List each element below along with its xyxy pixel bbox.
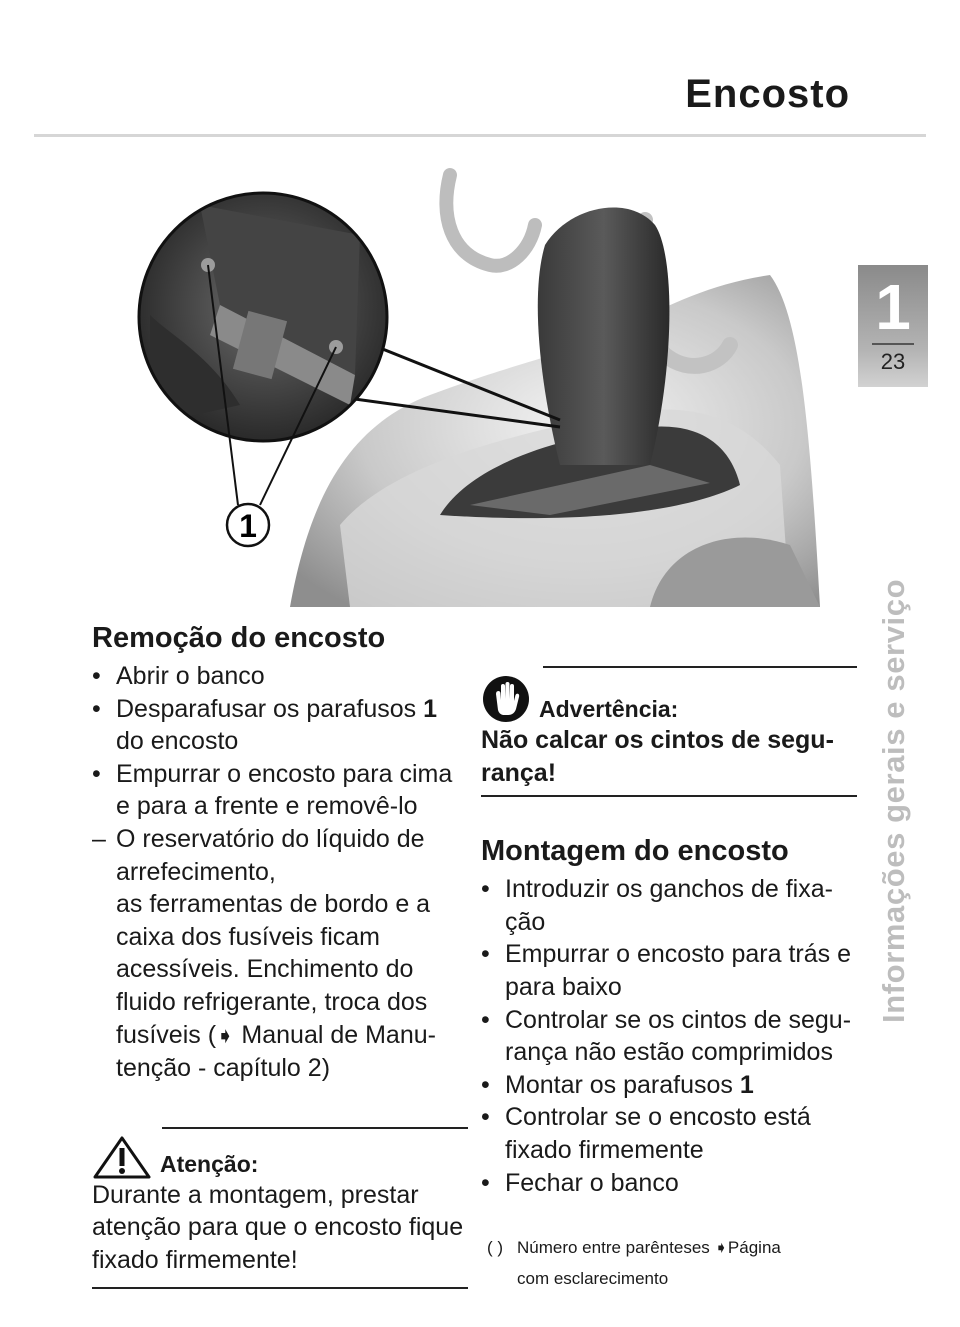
warning-note (481, 662, 857, 797)
page-number: 23 (880, 349, 906, 374)
caution-text: Durante a montagem, prestar atenção para que o encosto fique fixado firmemente! (92, 1180, 464, 1274)
chapter-number: 1 (875, 271, 911, 343)
left-column (92, 618, 468, 1289)
part-ref: 1 (423, 694, 438, 723)
page-title: Encosto (685, 72, 850, 116)
footnote-text: Número entre parênteses (517, 1238, 710, 1258)
removal-heading: Remoção do encosto (92, 622, 386, 654)
caution-triangle-icon (92, 1135, 152, 1179)
footnote-paren: ( ) (487, 1238, 504, 1258)
note-rule (543, 666, 857, 668)
list-item: • Desparafusar os parafusos 1 do encosto (92, 693, 468, 758)
list-item: • Abrir o banco (92, 660, 468, 693)
stop-hand-icon (481, 674, 531, 724)
list-item: • Empurrar o encosto para cima e para a frente e removê-lo (92, 758, 468, 823)
caution-label: Atenção: (160, 1150, 259, 1177)
page-arrow-icon: ➧ (216, 1022, 235, 1048)
warning-label: Advertência: (539, 696, 679, 722)
list-item: • Controlar se os cintos de segurança não estão comprimidos (481, 1004, 857, 1069)
warning-text: Não calcar os cintos de segurança! (481, 726, 834, 787)
title-rule (34, 134, 926, 137)
chapter-tab (858, 265, 928, 387)
caution-note (92, 1123, 468, 1289)
footnote-line2: com esclarecimento (517, 1269, 669, 1289)
list-item: – O reservatório do líquido de arrefecimento, as ferramentas de bordo e a caixa dos fusíveis ficam acessíveis. Enchimento do fluido refrigerante, troca dos fusíveis (➧ Manual de Manutenção - capítulo 2) (92, 823, 468, 1085)
scooter-seat-photo (90, 165, 820, 607)
removal-steps (92, 660, 468, 1085)
list-item: • Montar os parafusos 1 (481, 1069, 857, 1102)
note-rule (162, 1127, 468, 1129)
right-column (481, 662, 857, 1294)
footnote (481, 1233, 857, 1294)
side-chapter-label: Informações gerais e serviço (876, 578, 911, 1023)
list-item: • Controlar se o encosto está fixado firmemente (481, 1101, 857, 1166)
mounting-steps (481, 873, 857, 1199)
page-arrow-icon: ➧ (714, 1240, 728, 1258)
mounting-heading: Montagem do encosto (481, 835, 789, 868)
list-item: • Introduzir os ganchos de fixação (481, 873, 857, 938)
list-item: • Empurrar o encosto para trás e para baixo (481, 938, 857, 1003)
list-item: • Fechar o banco (481, 1167, 857, 1200)
callout-label: 1 (239, 508, 257, 544)
footnote-page: Página (727, 1238, 781, 1258)
chapter-divider (872, 343, 914, 345)
part-ref: 1 (739, 1070, 754, 1099)
